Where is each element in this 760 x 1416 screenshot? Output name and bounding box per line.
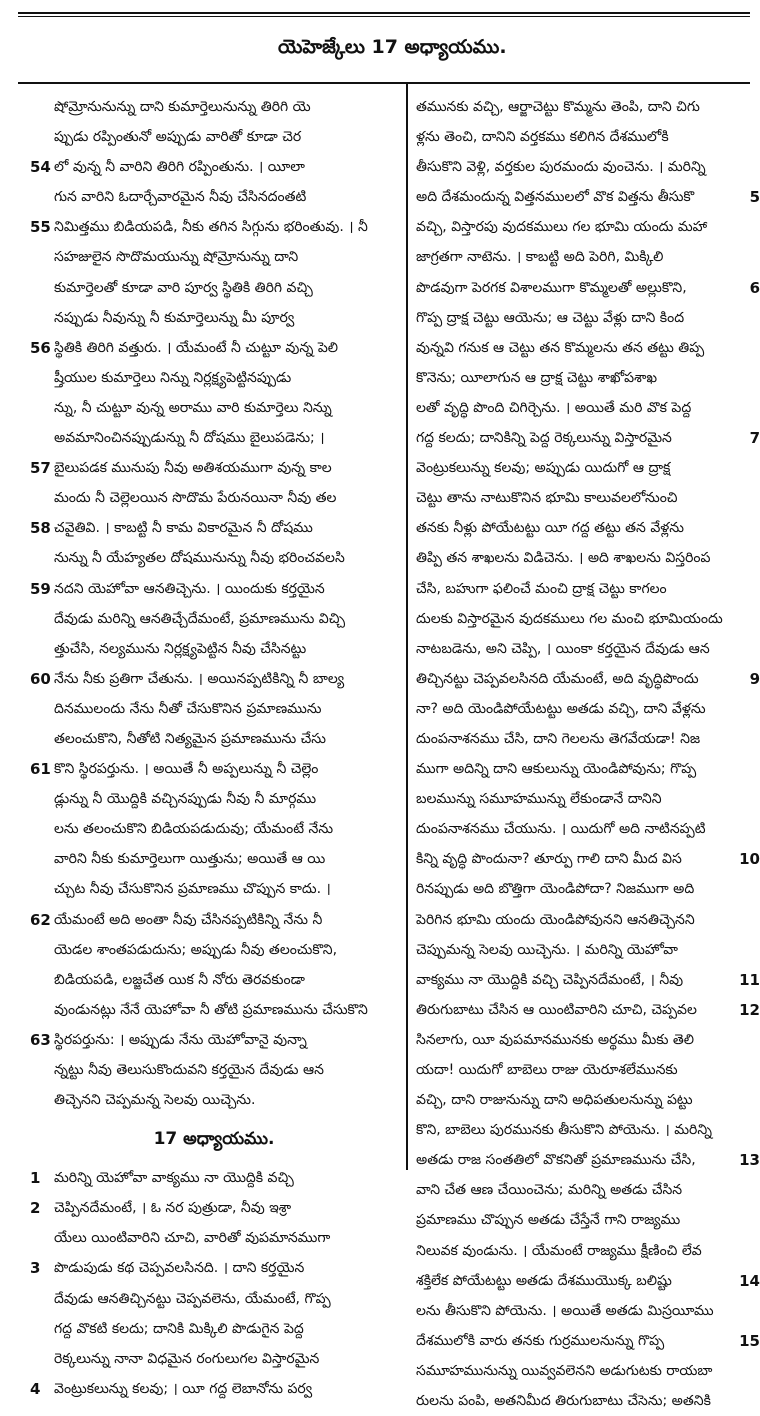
line-text: వున్నవి గనుక ఆ చెట్టు తన కొమ్మలను తన తట్టు తిప్ప [416, 339, 705, 356]
line-text: తిప్పి తన శాఖలను విడిచెను. । అది శాఖలను విస్తరింప [416, 550, 711, 567]
text-line [30, 92, 398, 122]
text-line [30, 754, 398, 784]
text-line [30, 1223, 398, 1253]
line-text: లను తీసుకొని పోయెను. । అయితే అతడు మిస్రయీము [416, 1302, 714, 1319]
line-text: తిచ్చెనని చెప్పమన్న సెలవు యిచ్చెను. [54, 1092, 256, 1109]
text-line [30, 574, 398, 604]
page-header [18, 20, 750, 82]
line-text: తిచ్చినట్టు చెప్పవలసినది యేమంటే, అది వృద్ధిపొందు [416, 670, 699, 687]
text-line [30, 393, 398, 423]
verse-number: 59 [30, 579, 51, 598]
verse-number: 13 [739, 1151, 760, 1170]
text-line [30, 874, 398, 904]
line-text: చెట్టు తాను నాటుకొనిన భూమి కాలువలలోనుంచి [416, 490, 678, 507]
verse-number: 57 [30, 459, 51, 478]
line-text: గున వారిని ఓదార్చేవారమైన నీవు చేసినదంతటి [54, 189, 307, 206]
text-line [416, 874, 746, 904]
verse-number: 3 [30, 1259, 41, 1278]
text-line [416, 905, 746, 935]
chapter-heading: 17 అధ్యాయము. [153, 1129, 275, 1150]
line-text: లో వున్న నీ వారిని తిరిగి రప్పింతును. । యీలా [54, 159, 305, 176]
line-text: సినలాగు, యీ వుపమానమునకు అర్థము మీకు తెలి [416, 1031, 695, 1048]
left-column [30, 92, 398, 1404]
line-text: దులకు విస్తారమైన వుదకములు గల మంచి భూమియందు [416, 610, 723, 627]
text-line [416, 1236, 746, 1266]
line-text: పెరిగిన భూమి యందు యెండిపోవునని ఆనతిచ్చెనని [416, 911, 695, 928]
line-text: ష్తీయుల కుమార్తెలు నిన్ను నిర్లక్ష్యపెట్టినప్పుడు [54, 369, 292, 386]
text-line [30, 1344, 398, 1374]
line-text: చెప్పినదేమంటే, । ఓ నర పుత్రుడా, నీవు ఇశ్రా [54, 1200, 292, 1217]
text-line [416, 453, 746, 483]
text-line [416, 935, 746, 965]
text-line [416, 604, 746, 634]
line-text: నేను నీకు ప్రతిగా చేతును. । అయినప్పటికిన్ని నీ బాల్య [54, 670, 345, 687]
text-line [416, 844, 760, 874]
text-line [30, 814, 398, 844]
text-line [416, 152, 746, 182]
line-text: పొడవుగా పెరగక విశాలముగా కొమ్మలతో అల్లుకొని, [416, 279, 687, 296]
line-text: ప్పుడు రప్పింతునో అప్పుడు వారితో కూడా చెర [54, 129, 302, 146]
line-text: నిలువక వుండును. । యేమంటే రాజ్యము క్షీణించి లేవ [416, 1242, 702, 1259]
line-text: న్నట్టు నీవు తెలుసుకొందువని కర్తయైన దేవుడు ఆన [54, 1062, 324, 1078]
verse-number: 9 [749, 669, 760, 688]
line-text: చవైతివి. । కాబట్టి నీ కామ వికారమైన నీ దోషము [54, 520, 313, 537]
line-text: వారిని నీకు కుమార్తెలుగా యిత్తును; అయితే ఆ యి [54, 851, 326, 868]
line-text: దేశములోకి వారు తనకు గుర్రములనున్ను గొప్ప [416, 1332, 665, 1349]
line-text: చ్చుట నీవు చేసుకొనిన ప్రమాణము చొప్పున కాదు. । [54, 881, 331, 898]
line-text: లతో వృద్ధి పొంది చిగిర్చెను. । అయితే మరి వొక పెద్ద [416, 399, 692, 416]
text-line [30, 634, 398, 664]
text-line [416, 965, 760, 995]
text-line [416, 1266, 760, 1296]
text-line [30, 844, 398, 874]
text-line [30, 303, 398, 333]
verse-number: 60 [30, 669, 51, 688]
line-text: దేవుడు మరిన్ని ఆనతిచ్చేదేమంటే, ప్రమాణమును విచ్చి [54, 610, 346, 627]
text-line [416, 92, 746, 122]
text-line [30, 1025, 398, 1055]
line-text: కుమార్తెలతో కూడా వారి పూర్వ స్థితికి తిరిగి వచ్చి [54, 279, 313, 296]
text-line [416, 393, 746, 423]
text-line [416, 212, 746, 242]
text-line [30, 935, 398, 965]
line-text: అవమానించినప్పుడున్ను నీ దోషము బైలుపడెను; । [54, 430, 325, 447]
line-text: యేమంటే అది అంతా నీవు చేసినప్పటికిన్ని నేను నీ [54, 911, 323, 928]
verse-number: 7 [749, 429, 760, 448]
text-line [30, 1314, 398, 1344]
text-line [30, 604, 398, 634]
line-text: అతడు రాజ సంతతిలో వొకనితో ప్రమాణమును చేసి, [416, 1152, 696, 1169]
line-text: దినములందు నేను నీతో చేసుకొనిన ప్రమాణమును [54, 700, 322, 717]
text-line [416, 543, 746, 573]
text-line [416, 1085, 746, 1115]
text-line [30, 513, 398, 543]
verse-number: 14 [739, 1271, 760, 1290]
text-line [416, 814, 746, 844]
line-text: ముగా అదిన్ని దాని ఆకులున్ను యెండిపోవును; గొప్ప [416, 761, 697, 778]
text-line [30, 483, 398, 513]
line-text: వచ్చి, విస్తారపు వుదకములు గల భూమి యందు మహా [416, 219, 708, 236]
text-line [416, 1205, 746, 1235]
verse-number: 61 [30, 760, 51, 779]
line-text: గద్ద వొకటి కలదు; దానికి మిక్కిలి పొడుగైన పెద్ద [54, 1320, 304, 1337]
line-text: చేసి, బహుగా ఫలించే మంచి ద్రాక్ష చెట్టు కాగలం [416, 580, 667, 597]
line-text: రెక్కలున్ను నానా విధమైన రంగులుగల విస్తారమైన [54, 1350, 320, 1367]
top-rule [18, 12, 750, 14]
line-text: గొప్ప ద్రాక్ష చెట్టు ఆయెను; ఆ చెట్టు వేళ్లు దాని కింద [416, 309, 685, 326]
line-text: తమునకు వచ్చి, ఆర్జాచెట్టు కొమ్మను తెంపి, దాని చిగు [416, 99, 700, 115]
text-line [30, 694, 398, 724]
text-line [30, 1374, 398, 1404]
line-text: నప్పుడు నీవున్ను నీ కుమార్తెలున్ను మీ పూర్వ [54, 309, 295, 326]
verse-number: 6 [749, 278, 760, 297]
line-text: శక్తిలేక పోయేటట్టు అతడు దేశముయొక్క బలిష్టు [416, 1272, 672, 1289]
text-line [30, 182, 398, 212]
text-line [30, 152, 398, 182]
verse-number: 58 [30, 519, 51, 538]
line-text: వచ్చి, దాని రాజునున్ను దాని అధిపతులనున్ను పట్టు [416, 1092, 693, 1109]
text-line [416, 1055, 746, 1085]
verse-number: 2 [30, 1199, 41, 1218]
text-line [30, 1253, 398, 1283]
line-text: పొడుపుడు కథ చెప్పవలసినది. । దాని కర్తయైన [54, 1260, 305, 1277]
text-line [416, 1175, 746, 1205]
text-line [416, 242, 746, 272]
line-text: వెంట్రుకలున్ను కలవు; అప్పుడు యిదుగో ఆ ద్రాక్ష [416, 460, 671, 477]
line-text: కొని స్థిరపర్తును. । అయితే నీ అప్పలున్ను నీ చెల్లెం [54, 761, 319, 778]
verse-number: 62 [30, 910, 51, 929]
line-text: మందు నీ చెల్లెలయిన సొదొమ పేరునయినా నీవు తల [54, 490, 337, 507]
line-text: స్థితికి తిరిగి వత్తురు. । యేమంటే నీ చుట్టూ వున్న పెలి [54, 339, 339, 356]
text-line [416, 664, 760, 694]
text-line [30, 333, 398, 363]
text-line [30, 122, 398, 152]
page-title: యెహెజ్కేలు 17 అధ్యాయము. [278, 36, 507, 58]
text-line [416, 724, 746, 754]
text-line [416, 303, 746, 333]
text-line [416, 754, 746, 784]
text-line [30, 1085, 398, 1115]
verse-number: 10 [739, 850, 760, 869]
line-text: మరిన్ని యెహోవా వాక్యము నా యొద్దికి వచ్చి [54, 1170, 294, 1187]
text-line [30, 995, 398, 1025]
verse-number: 5 [749, 188, 760, 207]
line-text: బలమున్ను సమూహమున్ను లేకుండానే దానిని [416, 791, 662, 808]
line-text: ళ్లను తెంచి, దానిని వర్తకము కలిగిన దేశములోకి [416, 129, 669, 146]
line-text: గద్ద కలదు; దానికిన్ని పెద్ద రెక్కలున్ను విస్తారమైన [416, 430, 672, 447]
line-text: త్తుచేసి, నల్యమును నిర్లక్ష్యపెట్టిన నీవు చేసినట్టు [54, 640, 307, 657]
text-line [416, 1326, 760, 1356]
text-line [30, 1055, 398, 1085]
line-text: తలంచుకొని, నీతోటి నిత్యమైన ప్రమాణమును చేసు [54, 730, 326, 747]
text-line [416, 333, 746, 363]
verse-number: 15 [739, 1331, 760, 1350]
text-line [416, 122, 746, 152]
verse-number: 4 [30, 1379, 41, 1398]
line-text: షోమ్రోనునున్ను దాని కుమార్తెలునున్ను తిరిగి యె [54, 99, 311, 115]
line-text: దుంపనాశనము చేసి, దాని గెలలను తెగవేయడా! నిజ [416, 730, 701, 747]
bible-page [18, 12, 760, 1410]
text-line [30, 242, 398, 272]
text-line [30, 423, 398, 453]
line-text: సమూహమునున్ను యివ్వవలెనని అడుగుటకు రాయబా [416, 1362, 713, 1379]
line-text: నా? అది యెండిపోయేటట్టు అతడు వచ్చి, దాని వేళ్లను [416, 700, 706, 717]
text-line [416, 995, 760, 1025]
line-text: అది దేశమందున్న విత్తనములలో వొక విత్తను తీసుకొ [416, 189, 695, 206]
text-line [416, 1115, 746, 1145]
line-text: వాని చేత ఆణ చేయించెను; మరిన్ని అతడు చేసిన [416, 1182, 683, 1199]
verse-number: 1 [30, 1169, 41, 1188]
text-line [416, 1296, 746, 1326]
text-line [30, 543, 398, 573]
text-line [416, 273, 760, 303]
line-text: కొని, బాబెలు పురమునకు తీసుకొని పోయెను. । మరిన్ని [416, 1122, 712, 1139]
column-divider [406, 84, 408, 1170]
text-line [416, 784, 746, 814]
line-text: బిడియపడి, లజ్జచేత యిక నీ నోరు తెరవకుండా [54, 971, 305, 988]
text-line [416, 574, 746, 604]
verse-number: 56 [30, 338, 51, 357]
text-line [416, 363, 746, 393]
verse-number: 12 [739, 1000, 760, 1019]
text-line [416, 182, 760, 212]
text-line [30, 453, 398, 483]
line-text: జాగ్రతగా నాటెను. । కాబట్టి అది పెరిగి, మిక్కిలి [416, 249, 664, 266]
text-line [416, 1386, 746, 1416]
text-line [416, 513, 746, 543]
line-text: తిరుగుబాటు చేసిన ఆ యింటివారిని చూచి, చెప్పవల [416, 1001, 697, 1018]
line-text: బైలుపడక మునుపు నీవు అతిశయముగా వున్న కాల [54, 460, 332, 477]
line-text: కొనెను; యీలాగున ఆ ద్రాక్ష చెట్టు శాఖోపశాఖ [416, 369, 658, 386]
text-line [416, 423, 760, 453]
text-line [30, 273, 398, 303]
text-line [416, 1145, 760, 1175]
line-text: నిమిత్తము బిడియపడి, నీకు తగిన సిగ్గును భరింతువు. । నీ [54, 219, 368, 236]
text-line [30, 905, 398, 935]
line-text: తనకు నీళ్లు పోయేటట్టు యీ గద్ద తట్టు తన వేళ్లను [416, 520, 684, 537]
line-text: ప్రమాణము చొప్పున అతడు చేస్తేనే గాని రాజ్యము [416, 1212, 681, 1229]
text-line [30, 664, 398, 694]
line-text: తీసుకొని వెళ్లి, వర్తకుల పురమందు వుంచెను. । మరిన్ని [416, 159, 706, 176]
verse-number: 54 [30, 158, 51, 177]
line-text: యెడల శాంతపడుదును; అప్పుడు నీవు తలంచుకొని, [54, 941, 338, 958]
line-text: నున్ను నీ యేహ్యతల దోషమునున్ను నీవు భరించవలసి [54, 550, 345, 567]
text-line [416, 483, 746, 513]
verse-number: 11 [739, 970, 760, 989]
text-line [30, 1193, 398, 1223]
line-text: రినప్పుడు అది బొత్తిగా యెండిపోదా? నిజముగా అది [416, 881, 695, 898]
verse-number: 55 [30, 218, 51, 237]
line-text: యదా! యిదుగో బాబెలు రాజు యెరూశలేమునకు [416, 1062, 678, 1078]
line-text: సహజులైన సొదొమయున్ను షోమ్రోనున్ను దాని [54, 249, 299, 266]
line-text: కిన్ని వృద్ధి పొందునా? తూర్పు గాలి దాని మీద విస [416, 851, 682, 868]
text-line [30, 784, 398, 814]
header-rule [18, 82, 750, 84]
line-text: వెంట్రుకలున్ను కలవు; । యీ గద్ద లెబానోను పర్వ [54, 1380, 313, 1397]
text-line [30, 363, 398, 393]
line-text: దేవుడు ఆనతిచ్చినట్టు చెప్పవలెను, యేమంటే, గొప్ప [54, 1290, 331, 1307]
text-line [416, 634, 746, 664]
line-text: న్ను, నీ చుట్టూ వున్న అరాము వారి కుమార్తెలు నిన్ను [54, 399, 332, 416]
line-text: యేలు యింటివారిని చూచి, వారితో వుపమానముగా [54, 1230, 331, 1247]
line-text: వాక్యము నా యొద్దికి వచ్చి చెప్పినదేమంటే, । నీవు [416, 971, 684, 988]
text-line [416, 1025, 746, 1055]
text-line [30, 965, 398, 995]
verse-number: 63 [30, 1030, 51, 1049]
line-text: దుంపనాశనము చేయును. । యిదుగో అది నాటినప్పటి [416, 821, 706, 838]
line-text: స్థిరపర్తును: । అప్పుడు నేను యెహోవానై వున్నా [54, 1031, 307, 1048]
line-text: వుండునట్లు నేనే యెహోవా నీ తోటి ప్రమాణమును చేసుకొని [54, 1001, 368, 1018]
line-text: లను తలంచుకొని బిడియపడుదువు; యేమంటే నేను [54, 821, 334, 838]
text-line [30, 1284, 398, 1314]
right-column [416, 92, 760, 1416]
text-line [416, 694, 746, 724]
text-line [30, 1163, 398, 1193]
line-text: చెప్పుమన్న సెలవు యిచ్చెను. । మరిన్ని యెహోవా [416, 941, 678, 958]
line-text: రులను పంపి, అతనిమీద తిరుగుబాటు చేసెను; అతనికి [416, 1393, 711, 1410]
line-text: నదని యెహోవా ఆనతిచ్చెను. । యిందుకు కర్తయైన [54, 580, 325, 597]
top-rule-inner [18, 16, 750, 17]
line-text: డ్లున్ను నీ యొద్దికి వచ్చినప్పుడు నీవు నీ మార్గము [54, 791, 317, 808]
text-line [30, 212, 398, 242]
text-line [30, 724, 398, 754]
text-line [416, 1356, 746, 1386]
line-text: నాటబడెను, అని చెప్పి, । యింకా కర్తయైన దేవుడు ఆన [416, 640, 710, 657]
